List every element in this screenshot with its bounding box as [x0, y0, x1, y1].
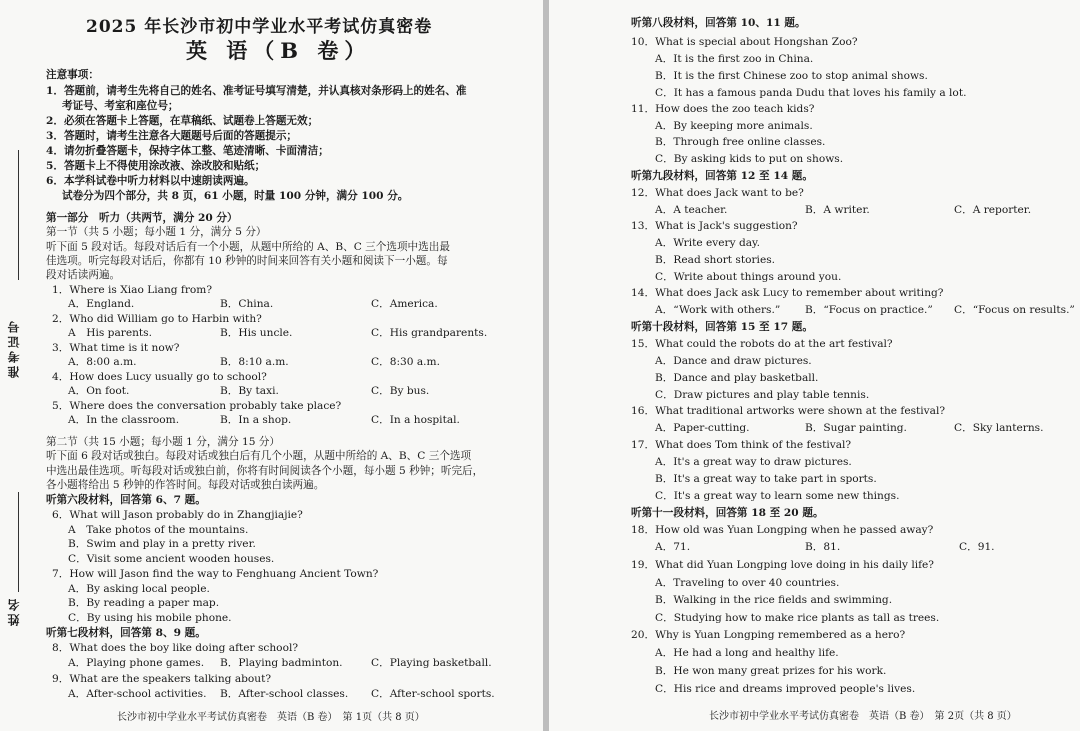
option-b: B．Playing badminton. — [220, 657, 343, 669]
option-a: A．Playing phone games. — [68, 657, 205, 669]
option-c: C．Visit some ancient wooden houses. — [68, 553, 275, 565]
option-a: A．On foot. — [68, 385, 130, 397]
option-b: B．Dance and play basketball. — [655, 372, 819, 384]
option-c: C．Studying how to make rice plants as tall as trees. — [655, 612, 940, 624]
option-a: A．By keeping more animals. — [655, 120, 813, 132]
question-stem: 12．What does Jack want to be? — [631, 187, 804, 199]
option-b: B．It's a great way to take part in sports. — [655, 473, 877, 485]
option-a: A．It is the first zoo in China. — [655, 53, 814, 65]
option-b: B．8:10 a.m. — [220, 356, 289, 368]
option-b: B．China. — [220, 298, 274, 310]
page-2 — [549, 0, 1080, 731]
section-heading: 第一节（共 5 小题；每小题 1 分，满分 5 分） — [46, 226, 267, 238]
notice-item: 2．必须在答题卡上答题，在草稿纸、试题卷上答题无效； — [46, 115, 319, 127]
option-a: A．By asking local people. — [68, 583, 210, 595]
question-stem: 8．What does the boy like doing after school? — [52, 642, 299, 654]
option-b: B．Through free online classes. — [655, 136, 826, 148]
option-c: C．91. — [959, 541, 995, 553]
option-a: A．A teacher. — [655, 204, 728, 216]
option-a: A．After-school activities. — [68, 688, 207, 700]
exam-number-label: 准考证号 — [7, 318, 21, 378]
question-stem: 18．How old was Yuan Longping when he passed away? — [631, 524, 934, 536]
option-c: C．Playing basketball. — [371, 657, 492, 669]
option-c: C．America. — [371, 298, 438, 310]
option-a: A．Dance and draw pictures. — [655, 355, 812, 367]
page-footer: 长沙市初中学业水平考试仿真密卷 英语（B 卷） 第 1页（共 8 页） — [117, 712, 425, 723]
question-stem: 1．Where is Xiao Liang from? — [52, 284, 212, 296]
question-stem: 6．What will Jason probably do in Zhangjiajie? — [52, 509, 303, 521]
option-a: A．He had a long and healthy life. — [655, 647, 839, 659]
option-b: B．Swim and play in a pretty river. — [68, 538, 256, 550]
page-footer: 长沙市初中学业水平考试仿真密卷 英语（B 卷） 第 2页（共 8 页） — [709, 711, 1017, 722]
option-b: B．A writer. — [805, 204, 870, 216]
option-a: A Take photos of the mountains. — [68, 524, 249, 536]
notice-item: 3．答题时，请考生注意各大题题号后面的答题提示； — [46, 130, 298, 142]
notice-item: 试卷分为四个部分，共 8 页，61 小题，时量 100 分钟，满分 100 分。 — [62, 190, 409, 202]
option-b: B．“Focus on practice.” — [805, 304, 933, 316]
material-heading: 听第六段材料，回答第 6、7 题。 — [46, 494, 206, 506]
option-b: B．By taxi. — [220, 385, 279, 397]
question-stem: 17．What does Tom think of the festival? — [631, 439, 852, 451]
instructions: 中选出最佳选项。听每段对话或独白前，你将有时间阅读各个小题，每小题 5 秒钟；听完后， — [46, 465, 484, 477]
option-b: B．He won many great prizes for his work. — [655, 665, 887, 677]
question-stem: 11．How does the zoo teach kids? — [631, 103, 815, 115]
option-b: B．81. — [805, 541, 841, 553]
notice-item: 5．答题卡上不得使用涂改液、涂改胶和贴纸； — [46, 160, 266, 172]
question-stem: 9．What are the speakers talking about? — [52, 673, 272, 685]
binding-line — [18, 492, 19, 592]
instructions: 佳选项。听完每段对话后，你都有 10 秒钟的时间来回答有关小题和阅读下一小题。每 — [46, 255, 448, 267]
option-c: C．By bus. — [371, 385, 430, 397]
option-a: A．“Work with others.” — [655, 304, 781, 316]
option-c: C．By asking kids to put on shows. — [655, 153, 844, 165]
option-c: C．By using his mobile phone. — [68, 612, 232, 624]
option-c: C．Draw pictures and play table tennis. — [655, 389, 870, 401]
part-heading: 第一部分 听力（共两节，满分 20 分） — [46, 212, 238, 224]
option-a: A．8:00 a.m. — [68, 356, 137, 368]
instructions: 各小题将给出 5 秒钟的作答时间。每段对话或独白读两遍。 — [46, 479, 325, 491]
instructions: 听下面 6 段对话或独白。每段对话或独白后有几个小题，从题中所给的 A、B、C 三个选项 — [46, 450, 472, 462]
option-a: A．Write every day. — [655, 237, 760, 249]
option-b: B．In a shop. — [220, 414, 292, 426]
notice-item: 考证号、考室和座位号； — [62, 100, 179, 112]
question-stem: 5．Where does the conversation probably take place? — [52, 400, 342, 412]
option-b: B．Read short stories. — [655, 254, 776, 266]
question-stem: 20．Why is Yuan Longping remembered as a hero? — [631, 629, 906, 641]
option-c: C．It's a great way to learn some new things. — [655, 490, 900, 502]
option-b: B．After-school classes. — [220, 688, 349, 700]
page-title: 2025 年长沙市初中学业水平考试仿真密卷 — [86, 17, 433, 37]
question-stem: 3．What time is it now? — [52, 342, 180, 354]
notice-item: 1．答题前，请考生先将自己的姓名、准考证号填写清楚，并认真核对条形码上的姓名、准 — [46, 85, 467, 97]
option-c: C．After-school sports. — [371, 688, 495, 700]
option-c: C．“Focus on results.” — [954, 304, 1075, 316]
option-b: B．Sugar painting. — [805, 422, 907, 434]
question-stem: 13．What is Jack's suggestion? — [631, 220, 798, 232]
page-subtitle: 英 语（B 卷） — [186, 38, 372, 63]
question-stem: 10．What is special about Hongshan Zoo? — [631, 36, 858, 48]
option-c: C．It has a famous panda Dudu that loves his family a lot. — [655, 87, 967, 99]
option-b: B．Walking in the rice fields and swimming. — [655, 594, 893, 606]
option-a: A．It's a great way to draw pictures. — [655, 456, 852, 468]
instructions: 段对话读两遍。 — [46, 269, 121, 281]
material-heading: 听第九段材料，回答第 12 至 14 题。 — [631, 170, 813, 182]
option-a: A．Traveling to over 40 countries. — [655, 577, 840, 589]
notice-item: 4．请勿折叠答题卡，保持字体工整、笔迹清晰、卡面清洁； — [46, 145, 329, 157]
question-stem: 19．What did Yuan Longping love doing in his daily life? — [631, 559, 934, 571]
option-c: C．His grandparents. — [371, 327, 488, 339]
instructions: 听下面 5 段对话。每段对话后有一个小题，从题中所给的 A、B、C 三个选项中选出最 — [46, 241, 450, 253]
question-stem: 7．How will Jason find the way to Fenghuang Ancient Town? — [52, 568, 379, 580]
option-c: C．Write about things around you. — [655, 271, 842, 283]
option-c: C．In a hospital. — [371, 414, 460, 426]
question-stem: 14．What does Jack ask Lucy to remember about writing? — [631, 287, 944, 299]
option-c: C．His rice and dreams improved people's lives. — [655, 683, 916, 695]
option-c: C．Sky lanterns. — [954, 422, 1044, 434]
option-c: C．8:30 a.m. — [371, 356, 440, 368]
material-heading: 听第八段材料，回答第 10、11 题。 — [631, 17, 806, 29]
material-heading: 听第七段材料，回答第 8、9 题。 — [46, 627, 206, 639]
option-b: B．By reading a paper map. — [68, 597, 220, 609]
option-c: C．A reporter. — [954, 204, 1032, 216]
section-heading: 第二节（共 15 小题；每小题 1 分，满分 15 分） — [46, 436, 280, 448]
option-b: B．His uncle. — [220, 327, 293, 339]
question-stem: 4．How does Lucy usually go to school? — [52, 371, 267, 383]
notice-item: 6．本学科试卷中听力材料以中速朗读两遍。 — [46, 175, 255, 187]
option-a: A His parents. — [68, 327, 152, 339]
option-a: A．In the classroom. — [68, 414, 180, 426]
question-stem: 2．Who did William go to Harbin with? — [52, 313, 262, 325]
binding-line — [18, 150, 19, 280]
notice-heading: 注意事项： — [46, 69, 99, 81]
name-label: 姓名 — [7, 596, 21, 626]
option-a: A．England. — [68, 298, 135, 310]
material-heading: 听第十段材料，回答第 15 至 17 题。 — [631, 321, 813, 333]
option-a: A．Paper-cutting. — [655, 422, 750, 434]
question-stem: 15．What could the robots do at the art festival? — [631, 338, 893, 350]
option-a: A．71. — [655, 541, 691, 553]
question-stem: 16．What traditional artworks were shown at the festival? — [631, 405, 946, 417]
material-heading: 听第十一段材料，回答第 18 至 20 题。 — [631, 507, 824, 519]
option-b: B．It is the first Chinese zoo to stop animal shows. — [655, 70, 928, 82]
